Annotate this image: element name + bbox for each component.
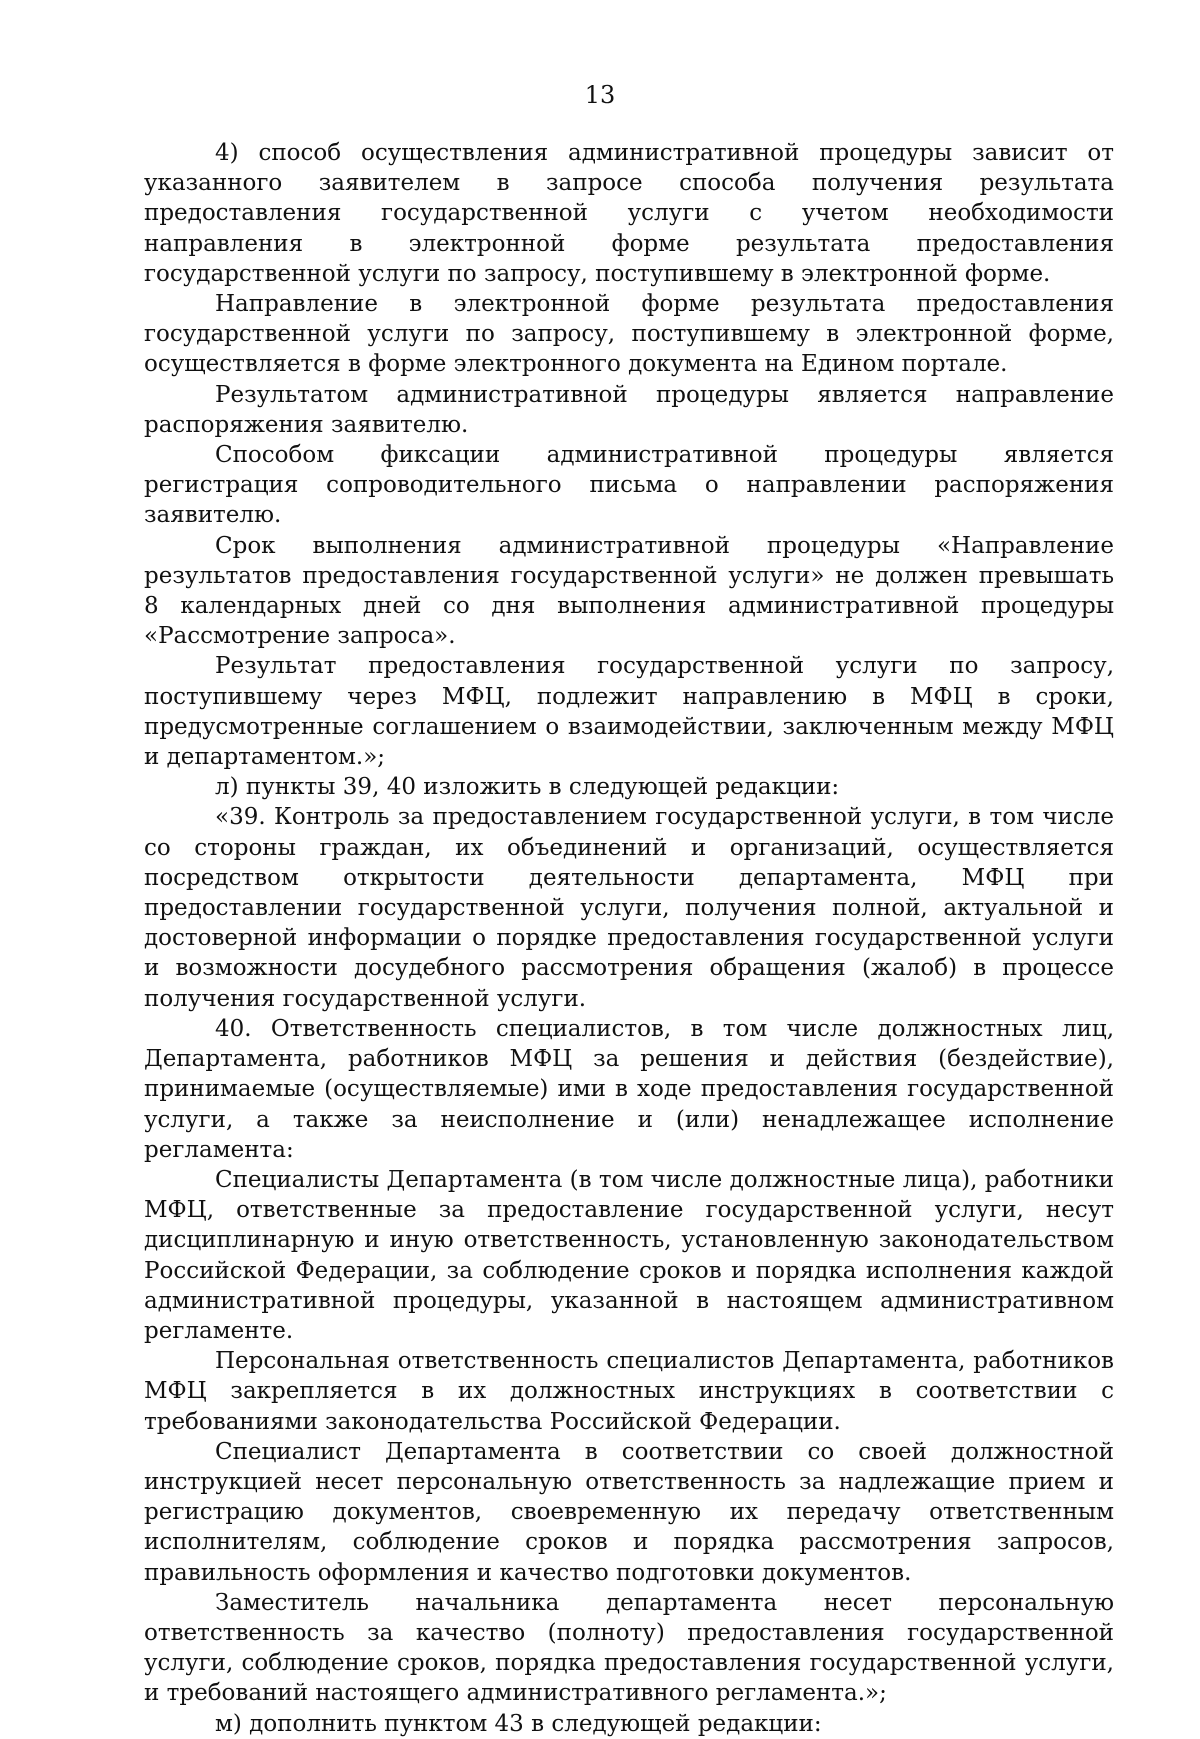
paragraph-specialists-responsibility: Специалисты Департамента (в том числе должностные лица), работники МФЦ, ответственные за предоставление государственной услуги, несут дисциплинарную и иную ответственность, установленную законодательством Российской Федерации, за соблюдение сроков и порядка исполнения каждой административной процедуры, указанной в настоящем административном регламенте.: [144, 1166, 1114, 1344]
paragraph-method-of-procedure: 4) способ осуществления административной процедуры зависит от указанного заявителем в запросе способа получения результата предоставления государственной услуги с учетом необходимости направления в электронной форме результата предоставления государственной услуги по запросу, поступившему в электронной форме.: [144, 140, 1114, 287]
paragraph-deadline: Срок выполнения административной процедуры «Направление результатов предоставления государственной услуги» не должен превышать 8 календарных дней со дня выполнения административной процедуры «Рассмотрение запроса».: [144, 532, 1114, 650]
paragraph-deputy-head-responsibility: Заместитель начальника департамента несет персональную ответственность за качество (полноту) предоставления государственной услуги, соблюдение сроков, порядка предоставления государственной услуги, и требований настоящего административного регламента.»;: [144, 1589, 1114, 1707]
paragraph-amendment-m: м) дополнить пунктом 43 в следующей редакции:: [215, 1710, 822, 1737]
paragraph-mfc-result: Результат предоставления государственной услуги по запросу, поступившему через МФЦ, подлежит направлению в МФЦ в сроки, предусмотренные соглашением о взаимодействии, заключенным между МФЦ и департаментом.»;: [144, 653, 1114, 771]
page-number: 13: [584, 81, 616, 109]
paragraph-fixation-method: Способом фиксации административной процедуры является регистрация сопроводительного письма о направлении распоряжения заявителю.: [144, 442, 1114, 529]
document-body: [144, 138, 1114, 1739]
paragraph-personal-responsibility: Персональная ответственность специалистов Департамента, работников МФЦ закрепляется в их должностных инструкциях в соответствии с требованиями законодательства Российской Федерации.: [144, 1348, 1114, 1435]
paragraph-clause-40: 40. Ответственность специалистов, в том числе должностных лиц, Департамента, работников МФЦ за решения и действия (бездействие), принимаемые (осуществляемые) ими в ходе предоставления государственной услуги, а также за неисполнение и (или) ненадлежащее исполнение регламента:: [144, 1015, 1114, 1163]
paragraph-procedure-result: Результатом административной процедуры является направление распоряжения заявителю.: [144, 381, 1114, 438]
paragraph-electronic-delivery: Направление в электронной форме результата предоставления государственной услуги по запросу, поступившему в электронной форме, осуществляется в форме электронного документа на Едином портале.: [144, 291, 1114, 378]
paragraph-clause-39: «39. Контроль за предоставлением государственной услуги, в том числе со стороны граждан, их объединений и организаций, осуществляется посредством открытости деятельности департамента, МФЦ при предоставлении государственной услуги, получения полной, актуальной и достоверной информации о порядке предоставления государственной услуги и возможности досудебного рассмотрения обращения (жалоб) в процессе получения государственной услуги.: [144, 804, 1114, 1012]
paragraph-amendment-l: л) пункты 39, 40 изложить в следующей редакции:: [215, 774, 840, 801]
paragraph-specialist-duties: Специалист Департамента в соответствии со своей должностной инструкцией несет персональную ответственность за надлежащие прием и регистрацию документов, своевременную их передачу ответственным исполнителям, соблюдение сроков и порядка рассмотрения запросов, правильность оформления и качество подготовки документов.: [144, 1438, 1114, 1586]
